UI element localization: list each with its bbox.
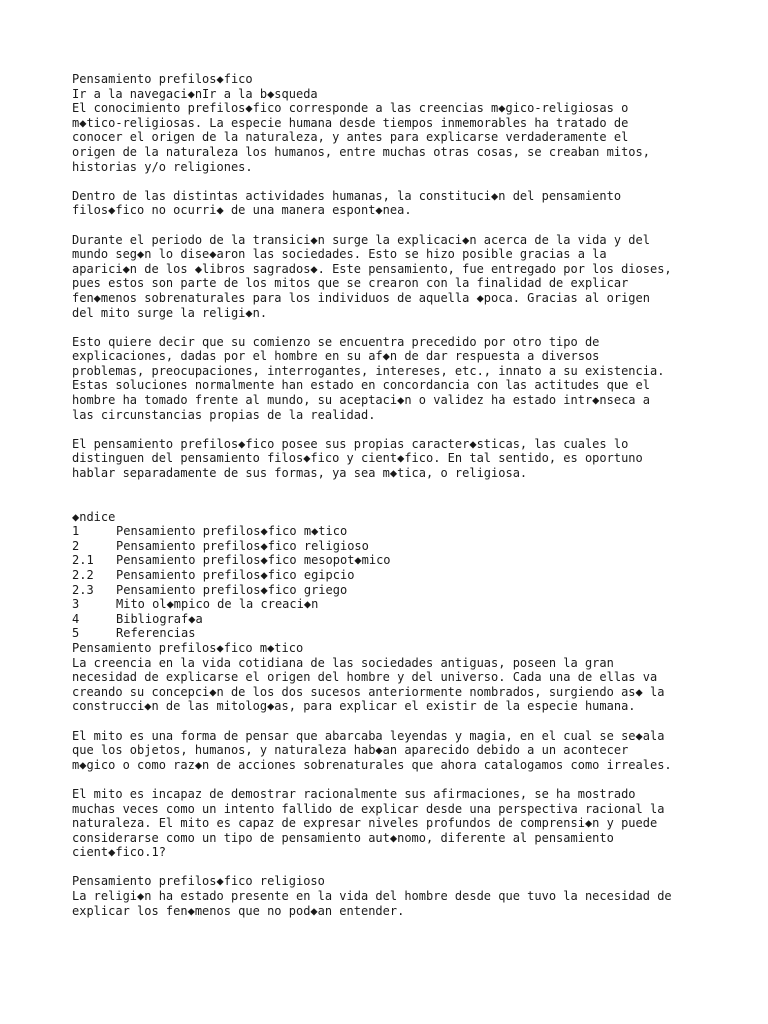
text-line: muchas veces como un intento fallido de explicar desde una perspectiva racional la bbox=[72, 801, 665, 816]
toc-label: Referencias bbox=[116, 626, 196, 641]
paragraph bbox=[72, 335, 708, 423]
table-of-contents bbox=[72, 510, 708, 641]
paragraph bbox=[72, 656, 708, 714]
toc-label: Pensamiento prefilos◆fico religioso bbox=[116, 538, 369, 553]
text-line: las circunstancias propias de la realidad. bbox=[72, 407, 376, 422]
section-religioso bbox=[72, 874, 708, 918]
intro-section bbox=[72, 101, 708, 480]
paragraph bbox=[72, 889, 708, 918]
toc-number: 4 bbox=[72, 611, 80, 626]
toc-item[interactable] bbox=[72, 539, 708, 554]
toc-item[interactable] bbox=[72, 524, 708, 539]
text-line: hablar separadamente de sus formas, ya sea m◆tica, o religiosa. bbox=[72, 466, 528, 481]
text-line: Estas soluciones normalmente han estado en concordancia con las actitudes que el bbox=[72, 378, 650, 393]
toc-item[interactable] bbox=[72, 568, 708, 583]
text-line: problemas, preocupaciones, interrogantes, intereses, etc., innato a su existencia. bbox=[72, 363, 665, 378]
toc-item[interactable] bbox=[72, 583, 708, 598]
text-line: aparici◆n de los ◆libros sagrados◆. Este pensamiento, fue entregado por los dioses, bbox=[72, 261, 672, 276]
text-line: Dentro de las distintas actividades humanas, la constituci◆n del pensamiento bbox=[72, 188, 622, 203]
text-line: conocer el origen de la naturaleza, y antes para explicarse verdaderamente el bbox=[72, 130, 629, 145]
text-line: pues estos son parte de los mitos que se crearon con la finalidad de explicar bbox=[72, 276, 629, 291]
text-line: El mito es una forma de pensar que abarcaba leyendas y magia, en el cual se se◆ala bbox=[72, 728, 665, 743]
toc-label: Bibliograf◆a bbox=[116, 611, 203, 626]
toc-label: Pensamiento prefilos◆fico griego bbox=[116, 582, 348, 597]
text-line: La religi◆n ha estado presente en la vida del hombre desde que tuvo la necesidad de bbox=[72, 889, 672, 904]
text-line: El mito es incapaz de demostrar racionalmente sus afirmaciones, se ha mostrado bbox=[72, 786, 636, 801]
text-line: La creencia en la vida cotidiana de las sociedades antiguas, poseen la gran bbox=[72, 655, 614, 670]
text-line: hombre ha tomado frente al mundo, su aceptaci◆n o validez ha estado intr◆nseca a bbox=[72, 393, 650, 408]
toc-label: Mito ol◆mpico de la creaci◆n bbox=[116, 597, 319, 612]
toc-number: 1 bbox=[72, 524, 80, 539]
toc-number: 3 bbox=[72, 597, 80, 612]
text-line: El conocimiento prefilos◆fico corresponde a las creencias m◆gico-religiosas o bbox=[72, 101, 629, 116]
text-line: filos◆fico no ocurri◆ de una manera espont◆nea. bbox=[72, 203, 412, 218]
text-line: m◆gico o como raz◆n de acciones sobrenaturales que ahora catalogamos como irreales. bbox=[72, 757, 672, 772]
toc-heading: ◆ndice bbox=[72, 509, 116, 524]
text-line: origen de la naturaleza los humanos, entre muchas otras cosas, se creaban mitos, bbox=[72, 144, 650, 159]
toc-label: Pensamiento prefilos◆fico mesopot◆mico bbox=[116, 553, 391, 568]
document-title: Pensamiento prefilos◆fico bbox=[72, 72, 253, 86]
text-line: Durante el periodo de la transici◆n surge la explicaci◆n acerca de la vida y del bbox=[72, 232, 650, 247]
text-line: El pensamiento prefilos◆fico posee sus propias caracter◆sticas, las cuales lo bbox=[72, 436, 629, 451]
text-line: naturaleza. El mito es capaz de expresar niveles profundos de comprensi◆n y puede bbox=[72, 816, 658, 831]
section-body bbox=[72, 656, 708, 860]
toc-number: 2.3 bbox=[72, 582, 94, 597]
text-line: del mito surge la religi◆n. bbox=[72, 305, 268, 320]
toc-number: 2 bbox=[72, 538, 80, 553]
toc-item[interactable] bbox=[72, 597, 708, 612]
text-line: necesidad de explicarse el origen del hombre y del universo. Cada una de ellas va bbox=[72, 670, 658, 685]
toc-number: 2.2 bbox=[72, 568, 94, 582]
text-line: cient◆fico.1? bbox=[72, 845, 166, 860]
text-line: explicaciones, dadas por el hombre en su af◆n de dar respuesta a diversos bbox=[72, 349, 600, 364]
text-line: explicar los fen◆menos que no pod◆an entender. bbox=[72, 903, 405, 918]
toc-label: Pensamiento prefilos◆fico egipcio bbox=[116, 568, 355, 582]
paragraph bbox=[72, 437, 708, 481]
section-heading: Pensamiento prefilos◆fico religioso bbox=[72, 874, 325, 889]
text-line: historias y/o religiones. bbox=[72, 159, 253, 174]
paragraph bbox=[72, 729, 708, 773]
section-mitico bbox=[72, 641, 708, 860]
toc-number: 2.1 bbox=[72, 553, 94, 568]
paragraph bbox=[72, 787, 708, 860]
text-line: fen◆menos sobrenaturales para los individuos de aquella ◆poca. Gracias al origen bbox=[72, 290, 650, 305]
text-line: Esto quiere decir que su comienzo se encuentra precedido por otro tipo de bbox=[72, 334, 600, 349]
text-line: distinguen del pensamiento filos◆fico y cient◆fico. En tal sentido, es oportuno bbox=[72, 451, 643, 466]
section-gap bbox=[72, 481, 708, 510]
text-line: mundo seg◆n lo dise◆aron las sociedades. Esto se hizo posible gracias a la bbox=[72, 247, 607, 262]
toc-number: 5 bbox=[72, 626, 80, 641]
section-body bbox=[72, 889, 708, 918]
section-heading: Pensamiento prefilos◆fico m◆tico bbox=[72, 640, 304, 655]
text-line: considerarse como un tipo de pensamiento aut◆nomo, diferente al pensamiento bbox=[72, 830, 614, 845]
text-line: m◆tico-religiosas. La especie humana desde tiempos inmemorables ha tratado de bbox=[72, 115, 629, 130]
text-line: construcci◆n de las mitolog◆as, para explicar el existir de la especie humana. bbox=[72, 699, 636, 714]
toc-list bbox=[72, 524, 708, 641]
toc-item[interactable] bbox=[72, 612, 708, 627]
paragraph bbox=[72, 189, 708, 218]
navigation-links[interactable]: Ir a la navegaci◆nIr a la b◆squeda bbox=[72, 86, 318, 101]
toc-label: Pensamiento prefilos◆fico m◆tico bbox=[116, 524, 348, 539]
paragraph bbox=[72, 233, 708, 321]
toc-item[interactable] bbox=[72, 553, 708, 568]
toc-item[interactable] bbox=[72, 626, 708, 641]
text-line: que los objetos, humanos, y naturaleza hab◆an aparecido debido a un acontecer bbox=[72, 743, 629, 758]
text-line: creando su concepci◆n de los dos sucesos anteriormente nombrados, surgiendo as◆ la bbox=[72, 684, 665, 699]
paragraph bbox=[72, 101, 708, 174]
